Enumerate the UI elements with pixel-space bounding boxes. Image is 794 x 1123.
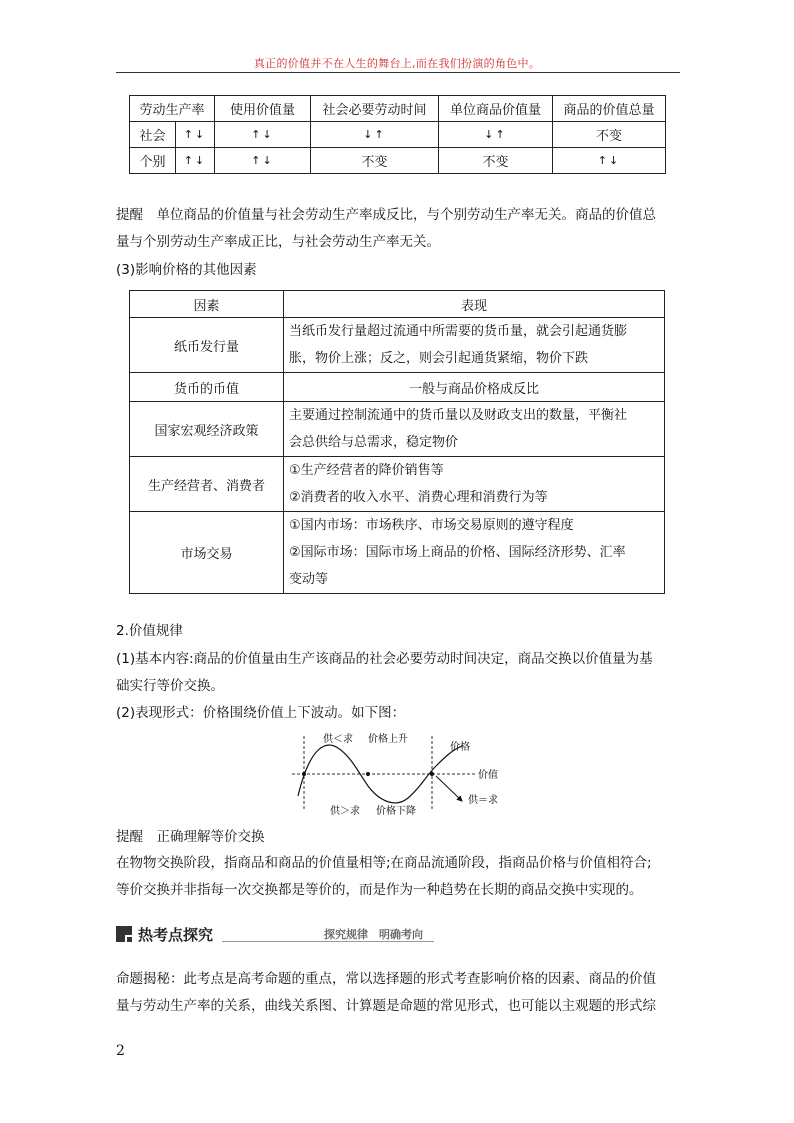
table-row [130,457,665,512]
table-cell: ↓↑ [439,122,553,148]
price-factors-table [129,290,665,594]
factor-cell: 生产经营者、消费者 [130,457,284,512]
table-row [130,318,665,373]
tip-line: 提醒 单位商品的价值量与社会劳动生产率成反比，与个别劳动生产率无关。商品的价值总 [116,207,656,223]
header-motto: 真正的价值并不在人生的舞台上,而在我们扮演的角色中。 [253,57,541,70]
intersection-point [302,772,306,776]
table-row [130,512,665,594]
table-cell: 不变 [311,148,439,174]
detail-cell [284,318,665,373]
page-number: 2 [116,1043,125,1059]
table-header-cell: 社会必要劳动时间 [311,96,439,122]
label-price-up: 价格上升 [368,734,408,745]
intersection-point [366,772,370,776]
factor-cell: 市场交易 [130,512,284,594]
detail-line: ①生产经营者的降价销售等 [289,463,444,478]
tip2-paragraph [116,850,682,904]
table-cell: 不变 [553,122,666,148]
tip-line: 等价交换并非指每一次交换都是等价的，而是作为一种趋势在长期的商品交换中实现的。 [116,882,643,898]
detail-line: 胀，物价上涨；反之，则会引起通货紧缩，物价下跌 [289,351,589,366]
header-divider [116,72,680,73]
detail-cell [284,402,665,457]
row-label: 社会 [130,122,176,148]
detail-line: 会总供给与总需求，稳定物价 [289,435,459,450]
section-heading: 2.价值规律 [116,623,183,639]
label-price-down: 价格下降 [376,806,416,817]
law-basic [116,646,682,700]
table-cell: ↑↓ [215,148,311,174]
intersection-point [430,772,434,776]
detail-line: ②国际市场：国际市场上商品的价格、国际经济形势、汇率 [289,545,626,560]
reveal-line: 量与劳动生产率的关系，曲线关系图、计算题是命题的常见形式，也可能以主观题的形式综 [116,998,656,1014]
section-square-icon [116,926,132,942]
table-header-cell: 商品的价值总量 [553,96,666,122]
tip-line: 在物物交换阶段，指商品和商品的价值量相等;在商品流通阶段，指商品价格与价值相符合; [116,855,652,871]
table-row [130,373,665,402]
table-row [130,148,666,174]
table-header-cell: 表现 [284,291,665,318]
reveal-line: 命题揭秘：此考点是高考命题的重点，常以选择题的形式考查影响价格的因素、商品的价值 [116,971,656,987]
table-cell: ↑↓ [215,122,311,148]
table-header-cell: 单位商品价值量 [439,96,553,122]
section-title: 热考点探究 [138,926,214,944]
equilibrium-arrow [436,776,462,801]
detail-line: 主要通过控制流通中的货币量以及财政支出的数量，平衡社 [289,408,628,423]
table-header-row [130,96,666,122]
table-cell: ↑↓ [176,148,215,174]
law-line: 础实行等价交换。 [116,678,224,694]
detail-cell [284,512,665,594]
price-value-diagram [286,726,506,822]
table-header-cell: 因素 [130,291,284,318]
label-supply-gt-demand: 供＞求 [330,806,360,817]
section-banner [116,922,434,946]
productivity-table [129,95,666,174]
row-label: 个别 [130,148,176,174]
detail-cell: 一般与商品价格成反比 [284,373,665,402]
detail-cell [284,457,665,512]
label-price: 价格 [450,742,470,753]
detail-line: ②消费者的收入水平、消费心理和消费行为等 [289,490,548,505]
subheading: (3)影响价格的其他因素 [116,262,257,278]
table-cell: 不变 [439,148,553,174]
law-line: (1)基本内容:商品的价值量由生产该商品的社会必要劳动时间决定，商品交换以价值量为基 [116,651,653,667]
table-header-cell: 使用价值量 [215,96,311,122]
detail-line: 变动等 [289,572,329,587]
tip-line: 量与个别劳动生产率成正比，与社会劳动生产率无关。 [116,234,440,250]
table-cell: ↑↓ [176,122,215,148]
table-cell: ↑↓ [553,148,666,174]
detail-line: 当纸币发行量超过流通中所需要的货币量，就会引起通货膨 [289,324,628,339]
factor-cell: 纸币发行量 [130,318,284,373]
label-supply-lt-demand: 供＜求 [323,734,353,745]
table-header-cell: 劳动生产率 [130,96,215,122]
table-cell: ↓↑ [311,122,439,148]
factor-cell: 国家宏观经济政策 [130,402,284,457]
label-supply-eq-demand: 供＝求 [468,795,498,806]
tip-paragraph [116,202,682,256]
reveal-paragraph [116,966,682,1020]
law-form: (2)表现形式：价格围绕价值上下波动。如下图： [116,705,406,721]
table-row [130,402,665,457]
tip2-title: 提醒 正确理解等价交换 [116,829,265,845]
factor-cell: 货币的币值 [130,373,284,402]
label-value: 价值 [478,770,498,781]
detail-line: ①国内市场：市场秩序、市场交易原则的遵守程度 [289,518,574,533]
section-subtitle: 探究规律 明确考向 [324,928,423,941]
table-header-row [130,291,665,318]
table-row [130,122,666,148]
